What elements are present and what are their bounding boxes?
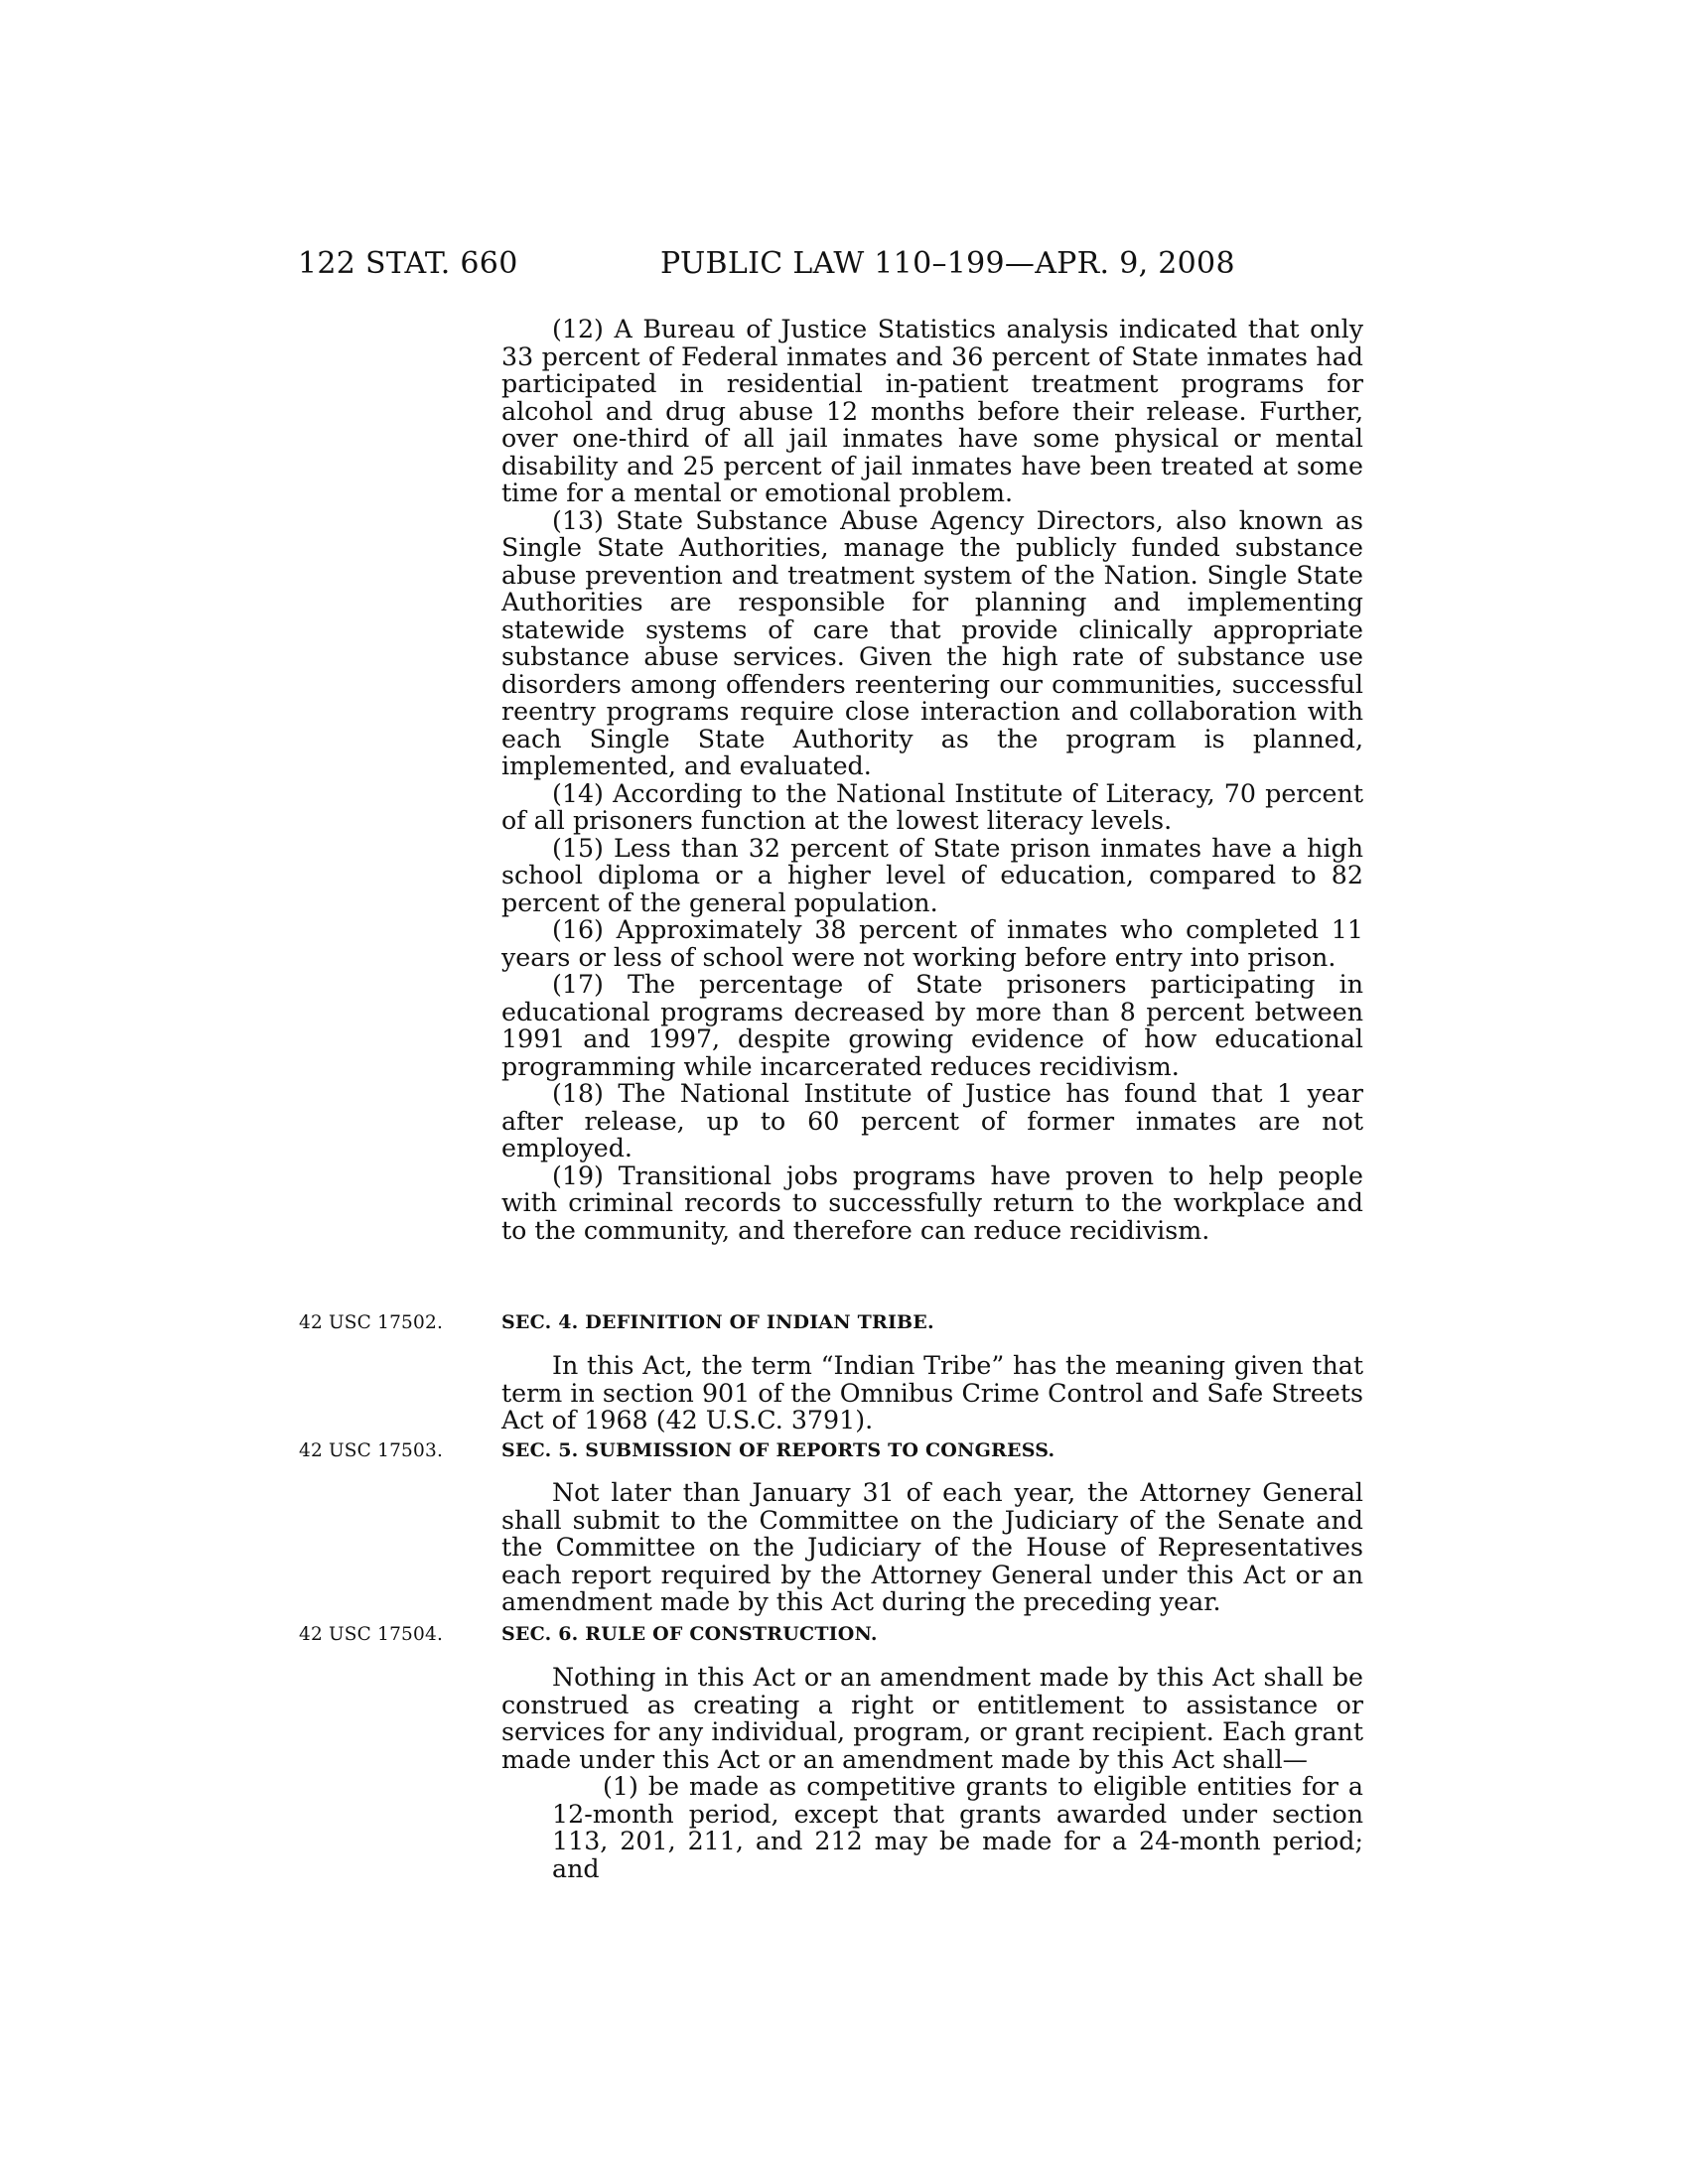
- usc-note-sec-4: 42 USC 17502.: [299, 1312, 444, 1333]
- section-6-heading: SEC. 6. RULE OF CONSTRUCTION.: [501, 1623, 878, 1645]
- finding-18: (18) The National Institute of Justice has found that 1 year after release, up to 60 percent of former inmates are not employed.: [501, 1079, 1363, 1162]
- section-5-heading: SEC. 5. SUBMISSION OF REPORTS TO CONGRESS.: [501, 1439, 1055, 1461]
- finding-12: (12) A Bureau of Justice Statistics analysis indicated that only 33 percent of Federal inmates and 36 percent of State inmates had participated in residential in-patient treatment programs for alcohol and drug abuse 12 months before their release. Further, over one-third of all jail inmates have some physical or mental disability and 25 percent of jail inmates have been treated at some time for a mental or emotional problem.: [501, 315, 1363, 507]
- section-4-body-wrap: [501, 1352, 1363, 1434]
- finding-13: (13) State Substance Abuse Agency Directors, also known as Single State Authorities, manage the publicly funded substance abuse prevention and treatment system of the Nation. Single State Authorities are responsible for planning and implementing statewide systems of care that provide clinically appropriate substance abuse services. Given the high rate of substance use disorders among offenders reentering our communities, successful reentry programs require close interaction and collaboration with each Single State Authority as the program is planned, implemented, and evaluated.: [501, 505, 1363, 780]
- finding-15: (15) Less than 32 percent of State prison inmates have a high school diploma or a higher level of education, compared to 82 percent of the general population.: [501, 833, 1363, 917]
- finding-19: (19) Transitional jobs programs have proven to help people with criminal records to successfully return to the workplace and to the community, and therefore can reduce recidivism.: [501, 1160, 1363, 1245]
- stat-reference: 122 STAT. 660: [298, 246, 518, 281]
- section-6-body-wrap: [501, 1664, 1363, 1882]
- finding-17: (17) The percentage of State prisoners participating in educational programs decreased by more than 8 percent between 1991 and 1997, despite growing evidence of how educational programming while incarcerated reduces recidivism.: [501, 970, 1363, 1081]
- findings-list: [501, 316, 1363, 1244]
- section-4-heading: SEC. 4. DEFINITION OF INDIAN TRIBE.: [501, 1311, 934, 1333]
- finding-14: (14) According to the National Institute of Literacy, 70 percent of all prisoners function at the lowest literacy levels.: [501, 778, 1363, 835]
- section-5-body-wrap: [501, 1479, 1363, 1616]
- law-title: PUBLIC LAW 110–199—APR. 9, 2008: [660, 246, 1235, 281]
- section-6-body: Nothing in this Act or an amendment made by this Act shall be construed as creating a right or entitlement to assistance or services for any individual, program, or grant recipient. Each grant made under this Act or an amendment made by this Act shall—: [501, 1663, 1363, 1774]
- section-4-body: In this Act, the term “Indian Tribe” has the meaning given that term in section 901 of the Omnibus Crime Control and Safe Streets Act of 1968 (42 U.S.C. 3791).: [501, 1351, 1363, 1434]
- finding-16: (16) Approximately 38 percent of inmates who completed 11 years or less of school were not working before entry into prison.: [501, 915, 1363, 972]
- usc-note-sec-5: 42 USC 17503.: [299, 1440, 444, 1461]
- section-5-body: Not later than January 31 of each year, the Attorney General shall submit to the Committee on the Judiciary of the Senate and the Committee on the Judiciary of the House of Representatives each report required by the Attorney General under this Act or an amendment made by this Act during the preceding year.: [501, 1478, 1363, 1616]
- section-6-item-1: (1) be made as competitive grants to eligible entities for a 12-month period, except that grants awarded under section 113, 201, 211, and 212 may be made for a 24-month period; and: [552, 1772, 1363, 1883]
- running-header: [0, 246, 1688, 286]
- usc-note-sec-6: 42 USC 17504.: [299, 1624, 444, 1645]
